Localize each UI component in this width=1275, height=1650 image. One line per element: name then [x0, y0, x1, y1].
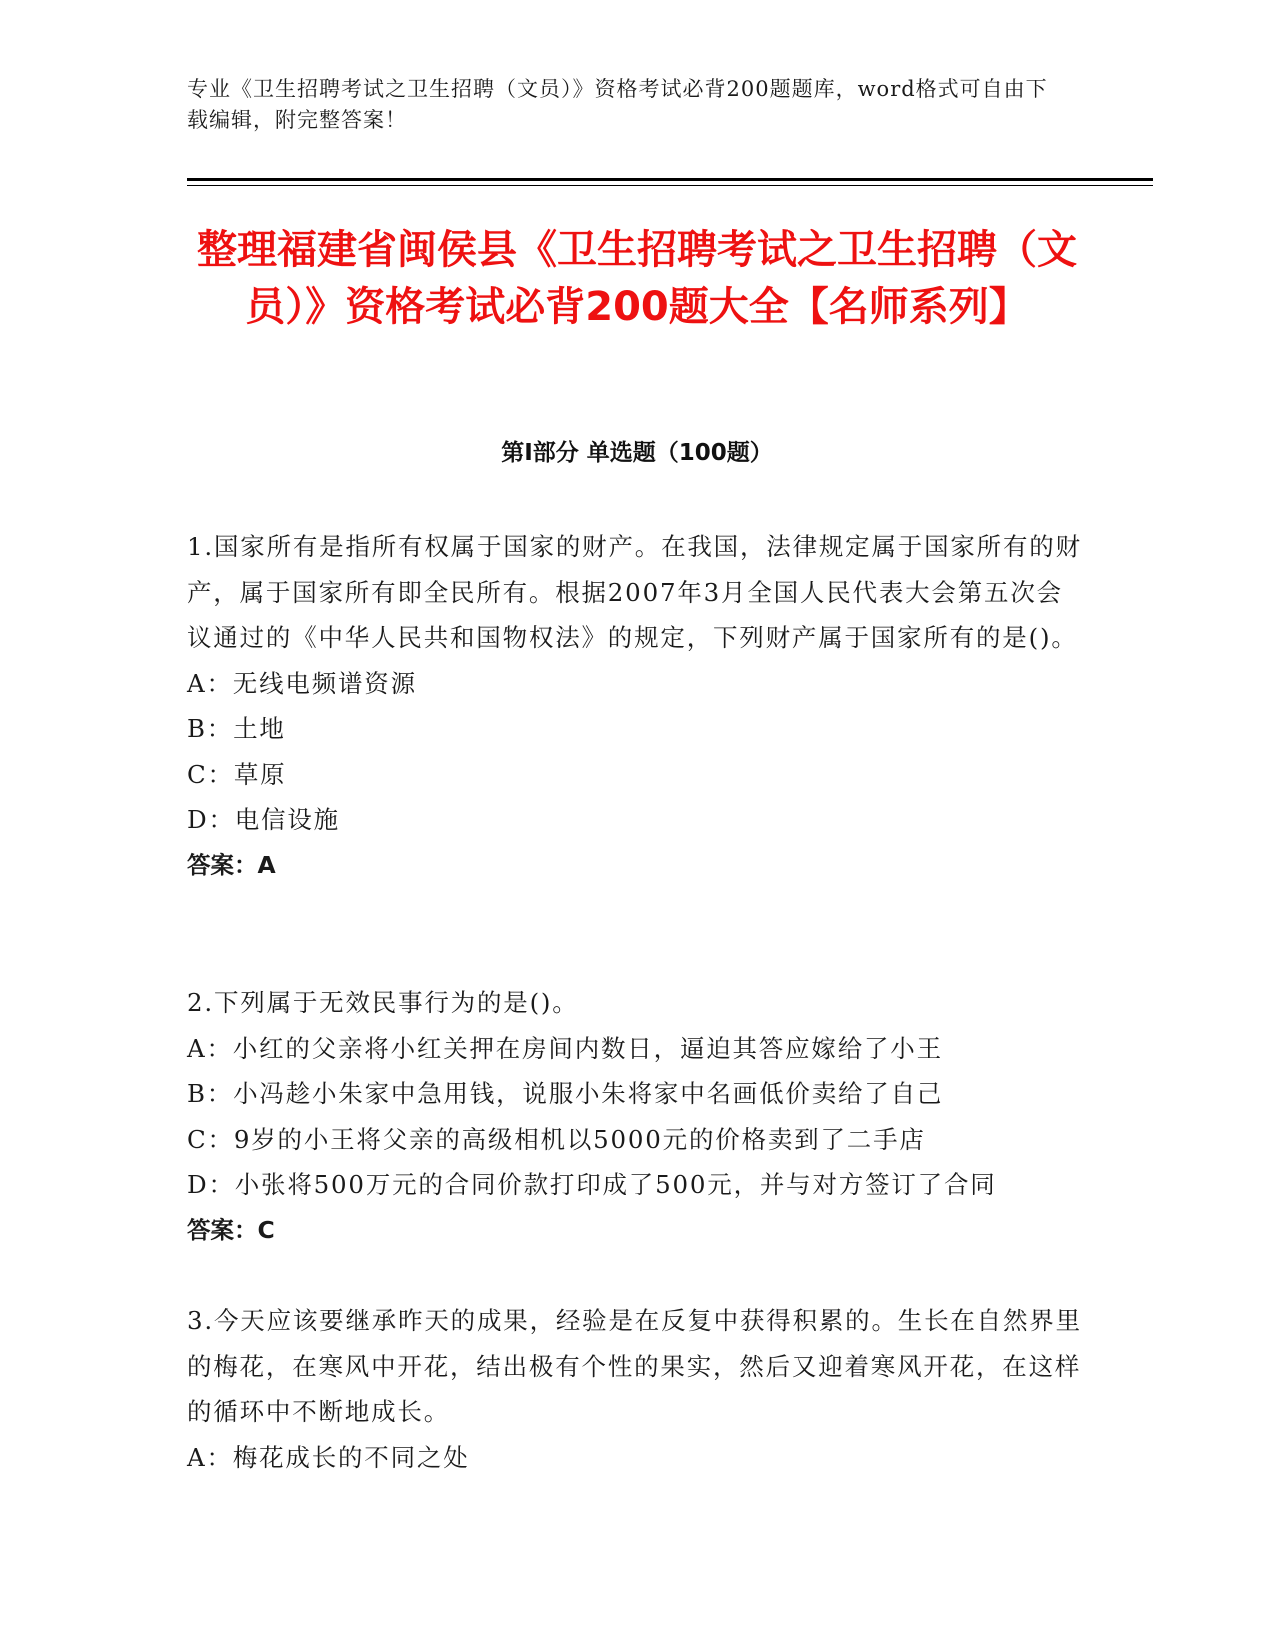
option-d: D：小张将500万元的合同价款打印成了500元，并与对方签订了合同	[187, 1170, 997, 1199]
answer: 答案：A	[187, 850, 276, 879]
question-3	[187, 1298, 1087, 1480]
option-b: B：土地	[187, 714, 286, 743]
question-stem: 3.今天应该要继承昨天的成果，经验是在反复中获得积累的。生长在自然界里的梅花，在寒风中开花，结出极有个性的果实，然后又迎着寒风开花，在这样的循环中不断地成长。	[187, 1306, 1082, 1426]
option-c: C：9岁的小王将父亲的高级相机以5000元的价格卖到了二手店	[187, 1124, 926, 1154]
header-note: 专业《卫生招聘考试之卫生招聘（文员）》资格考试必背200题题库，word格式可自由下载编辑，附完整答案！	[187, 77, 1048, 132]
question-stem: 1.国家所有是指所有权属于国家的财产。在我国，法律规定属于国家所有的财产，属于国家所有即全民所有。根据2007年3月全国人民代表大会第五次会议通过的《中华人民共和国物权法》的规定，下列财产属于国家所有的是()。	[187, 532, 1082, 652]
option-c: C：草原	[187, 759, 287, 789]
document-title: 整理福建省闽侯县《卫生招聘考试之卫生招聘（文员）》资格考试必背200题大全【名师系列】	[197, 227, 1077, 330]
question-2	[187, 980, 1087, 1253]
question-1	[187, 524, 1087, 888]
option-a: A：无线电频谱资源	[187, 668, 417, 698]
header-divider-thin	[187, 185, 1153, 186]
section-heading: 第I部分 单选题（100题）	[501, 440, 773, 466]
option-a: A：梅花成长的不同之处	[187, 1442, 470, 1472]
answer: 答案：C	[187, 1215, 275, 1244]
option-d: D：电信设施	[187, 805, 340, 834]
header-divider-thick	[187, 178, 1153, 181]
option-a: A：小红的父亲将小红关押在房间内数日，逼迫其答应嫁给了小王	[187, 1033, 943, 1063]
option-b: B：小冯趁小朱家中急用钱，说服小朱将家中名画低价卖给了自己	[187, 1079, 944, 1108]
question-stem: 2.下列属于无效民事行为的是()。	[187, 988, 579, 1017]
